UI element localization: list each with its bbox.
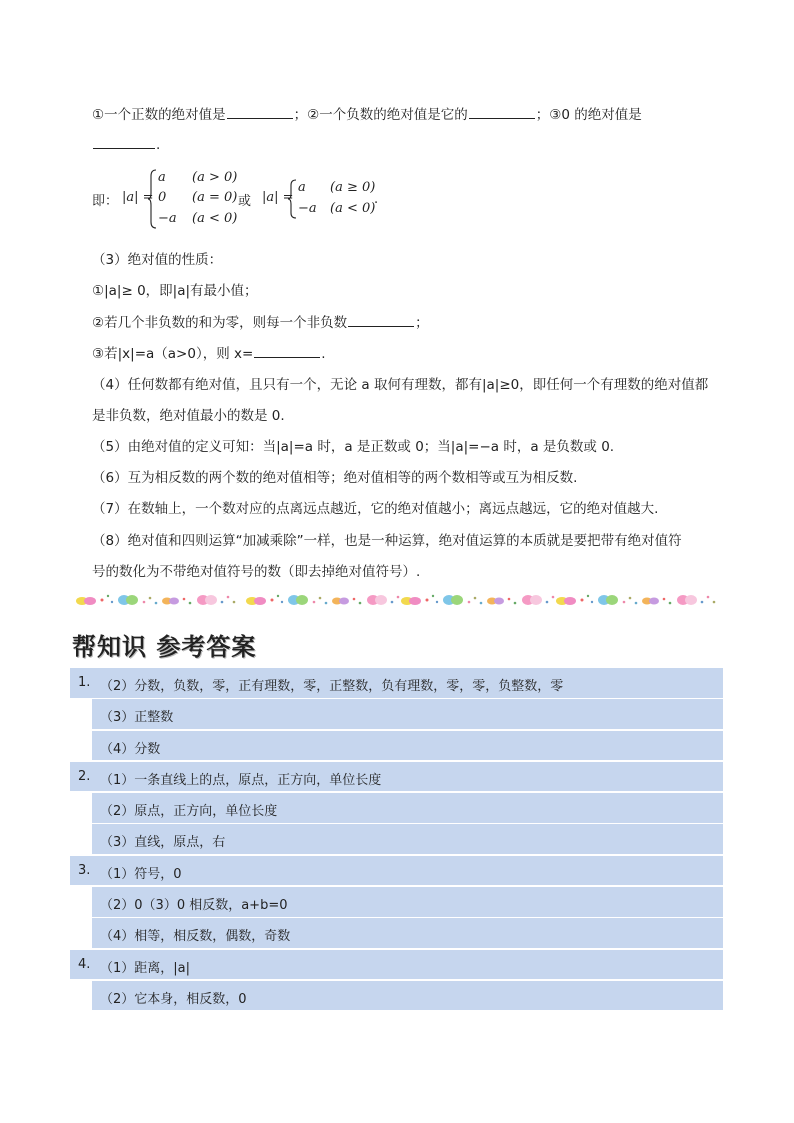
abs-a-left: |a| = (122, 190, 154, 205)
case-1-value: a (158, 170, 166, 185)
case-b2-cond: (a < 0) (330, 201, 376, 216)
answer-text: （3）直线，原点，右 (100, 835, 226, 851)
case-2-cond: (a = 0) (192, 190, 238, 205)
answers-list (78, 668, 723, 1012)
case-1-cond: (a > 0) (192, 170, 238, 185)
butterfly-divider (72, 590, 722, 612)
abs-a-right: |a| = (262, 190, 294, 205)
answer-row (92, 731, 723, 761)
answer-text: （4）分数 (100, 741, 161, 757)
paragraph-5: （5）由绝对值的定义可知：当|a|=a 时，a 是正数或 0；当|a|=−a 时，a 是负数或 0. (92, 439, 615, 455)
case-3-value: −a (158, 211, 177, 226)
paragraph-4-line-1: （4）任何数都有绝对值，且只有一个，无论 a 取何有理数，都有|a|≥0，即任何一个有理数的绝对值都 (92, 377, 709, 393)
formula-lead: 即： (92, 194, 119, 209)
answer-text: （2）分数，负数，零，正有理数，零，正整数，负有理数，零，零，负整数，零 (100, 679, 564, 694)
property-3-text: ③若|x|=a（a>0），则 x= (92, 346, 254, 362)
blank-4 (348, 312, 414, 327)
case-b1-value: a (298, 180, 306, 195)
answer-text: （4）相等，相反数，偶数，奇数 (100, 929, 291, 945)
property-3-end: . (321, 346, 326, 362)
answer-text: （1）一条直线上的点，原点，正方向，单位长度 (100, 772, 382, 788)
abs-definition-formula (92, 168, 492, 230)
section-3-heading: （3）绝对值的性质： (92, 252, 223, 268)
paragraph-8-line-2: 号的数化为不带绝对值符号的数（即去掉绝对值符号）. (92, 564, 421, 580)
period: . (156, 137, 161, 153)
answer-row (70, 668, 723, 698)
answer-text: （2）它本身，相反数，0 (100, 991, 247, 1007)
paragraph-7: （7）在数轴上，一个数对应的点离远点越近，它的绝对值越小；离远点越远，它的绝对值越大. (92, 501, 659, 517)
property-2 (92, 311, 429, 331)
answer-row (92, 918, 723, 948)
answer-row (92, 699, 723, 729)
answer-number: 1. (78, 675, 91, 690)
answer-row (70, 950, 723, 980)
answer-number: 2. (78, 768, 91, 784)
answer-number: 4. (78, 956, 91, 972)
answer-row (70, 762, 723, 792)
answer-text: （1）符号，0 (100, 866, 182, 882)
text-positive-abs: ①一个正数的绝对值是 (92, 107, 226, 123)
case-b1-cond: (a ≥ 0) (330, 180, 376, 195)
case-2-value: 0 (158, 190, 167, 205)
blank-3 (93, 134, 155, 149)
case-3-cond: (a < 0) (192, 211, 238, 226)
answer-row (92, 824, 723, 854)
left-brace-2 (288, 178, 298, 220)
blank-1 (227, 104, 293, 119)
property-2-end: ； (415, 315, 429, 331)
property-3 (92, 342, 326, 362)
paragraph-6: （6）互为相反数的两个数的绝对值相等；绝对值相等的两个数相等或互为相反数. (92, 470, 578, 486)
line-1 (92, 103, 642, 123)
answer-number: 3. (78, 862, 91, 878)
answer-row (92, 981, 723, 1011)
answer-text: （3）正整数 (100, 710, 174, 726)
answer-text: （2）原点，正方向，单位长度 (100, 804, 278, 820)
blank-2 (469, 104, 535, 119)
line-2 (92, 134, 160, 153)
left-brace-1 (148, 168, 158, 230)
text-zero-abs: ；③0 的绝对值是 (535, 107, 642, 123)
answers-title: 帮知识 参考答案 (72, 633, 257, 661)
answer-row (92, 887, 723, 917)
property-2-text: ②若几个非负数的和为零，则每一个非负数 (92, 315, 348, 331)
property-1: ①|a|≥ 0，即|a|有最小值； (92, 283, 258, 299)
answer-row (92, 793, 723, 823)
answer-row (70, 856, 723, 886)
formula-end: . (374, 192, 379, 207)
answer-text: （2）0（3）0 相反数，a+b=0 (100, 898, 288, 914)
paragraph-4-line-2: 是非负数，绝对值最小的数是 0. (92, 408, 285, 424)
blank-5 (254, 343, 320, 358)
or-text: 或 (238, 194, 252, 209)
text-negative-abs: ；②一个负数的绝对值是它的 (293, 107, 468, 123)
paragraph-8-line-1: （8）绝对值和四则运算“加减乘除”一样，也是一种运算，绝对值运算的本质就是要把带有绝对值符 (92, 533, 682, 549)
case-b2-value: −a (298, 201, 317, 216)
answer-text: （1）距离，|a| (100, 960, 190, 976)
